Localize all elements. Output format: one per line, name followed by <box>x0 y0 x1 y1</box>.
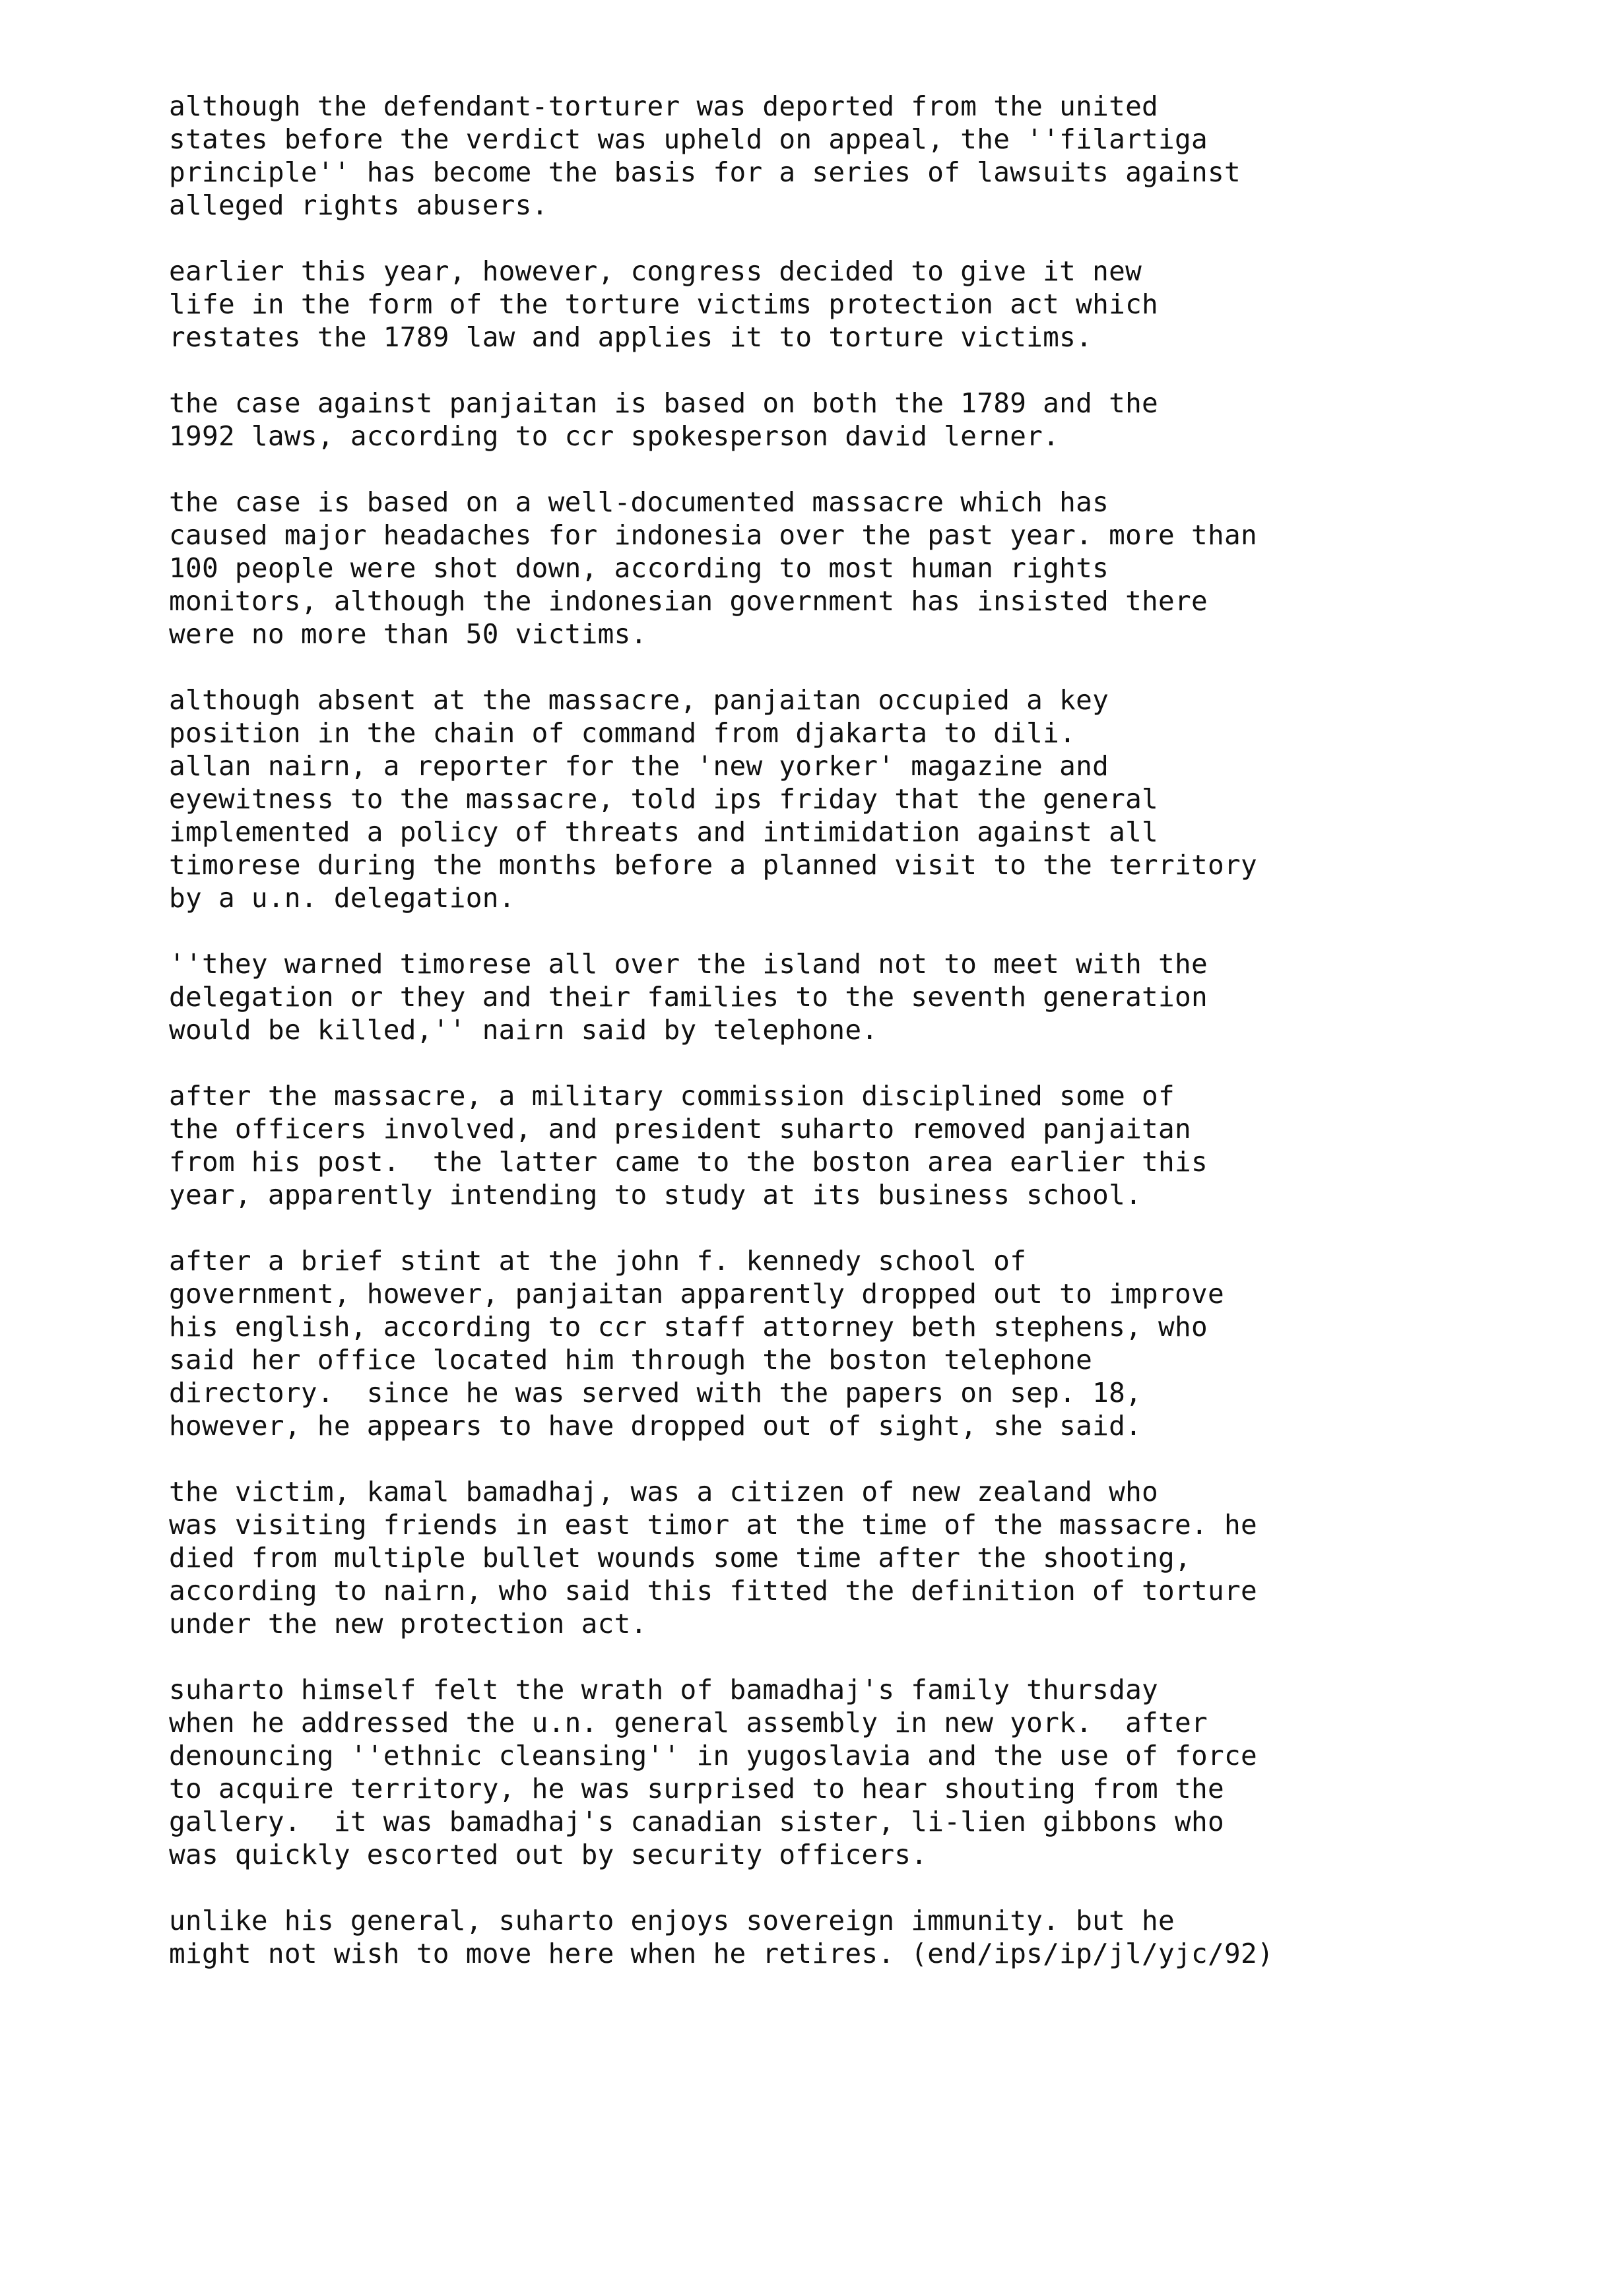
text-line: although the defendant-torturer was deported from the united <box>169 90 1159 122</box>
text-line: the victim, kamal bamadhaj, was a citizen of new zealand who <box>169 1476 1159 1508</box>
paragraph <box>169 1079 1568 1211</box>
text-line: directory. since he was served with the papers on sep. 18, <box>169 1377 1142 1409</box>
paragraph <box>169 387 1568 453</box>
paragraph <box>169 486 1568 651</box>
article-body <box>169 90 1568 2003</box>
text-line: year, apparently intending to study at its business school. <box>169 1179 1142 1211</box>
text-line: caused major headaches for indonesia over the past year. more than <box>169 519 1257 551</box>
text-line: suharto himself felt the wrath of bamadhaj's family thursday <box>169 1674 1159 1706</box>
text-line: the case against panjaitan is based on both the 1789 and the <box>169 387 1159 419</box>
text-line: the case is based on a well-documented massacre which has <box>169 486 1109 518</box>
text-line: however, he appears to have dropped out of sight, she said. <box>169 1410 1142 1442</box>
text-line: under the new protection act. <box>169 1608 647 1640</box>
text-line: ''they warned timorese all over the island not to meet with the <box>169 948 1208 980</box>
paragraph <box>169 1475 1568 1640</box>
text-line: by a u.n. delegation. <box>169 882 515 914</box>
paragraph <box>169 684 1568 914</box>
text-line: the officers involved, and president suharto removed panjaitan <box>169 1113 1192 1145</box>
text-line: would be killed,'' nairn said by telephone. <box>169 1014 878 1046</box>
text-line: 1992 laws, according to ccr spokesperson david lerner. <box>169 420 1060 452</box>
text-line: position in the chain of command from djakarta to dili. <box>169 717 1076 749</box>
text-line: states before the verdict was upheld on appeal, the ''filartiga <box>169 123 1208 155</box>
text-line: earlier this year, however, congress decided to give it new <box>169 255 1142 287</box>
text-line: after the massacre, a military commission disciplined some of <box>169 1080 1175 1112</box>
text-line: restates the 1789 law and applies it to torture victims. <box>169 321 1093 353</box>
text-line: died from multiple bullet wounds some time after the shooting, <box>169 1542 1192 1574</box>
text-line: eyewitness to the massacre, told ips friday that the general <box>169 783 1159 815</box>
text-line: according to nairn, who said this fitted the definition of torture <box>169 1575 1257 1607</box>
text-line: 100 people were shot down, according to most human rights <box>169 552 1109 584</box>
text-line: life in the form of the torture victims protection act which <box>169 288 1159 320</box>
text-line: said her office located him through the boston telephone <box>169 1344 1093 1376</box>
paragraph <box>169 1904 1568 1970</box>
text-line: timorese during the months before a planned visit to the territory <box>169 849 1257 881</box>
paragraph <box>169 255 1568 354</box>
text-line: when he addressed the u.n. general assembly in new york. after <box>169 1707 1208 1738</box>
text-line: were no more than 50 victims. <box>169 618 647 650</box>
text-line: to acquire territory, he was surprised to hear shouting from the <box>169 1773 1224 1804</box>
text-line: government, however, panjaitan apparently dropped out to improve <box>169 1278 1224 1310</box>
text-line: allan nairn, a reporter for the 'new yorker' magazine and <box>169 750 1109 782</box>
text-line: after a brief stint at the john f. kennedy school of <box>169 1245 1027 1277</box>
text-line: principle'' has become the basis for a series of lawsuits against <box>169 156 1241 188</box>
paragraph <box>169 1244 1568 1442</box>
paragraph <box>169 947 1568 1046</box>
text-line: gallery. it was bamadhaj's canadian sister, li-lien gibbons who <box>169 1806 1224 1837</box>
text-line: might not wish to move here when he retires. (end/ips/ip/jl/yjc/92) <box>169 1938 1274 1969</box>
text-line: from his post. the latter came to the boston area earlier this <box>169 1146 1208 1178</box>
text-line: his english, according to ccr staff attorney beth stephens, who <box>169 1311 1208 1343</box>
text-line: delegation or they and their families to the seventh generation <box>169 981 1208 1013</box>
text-line: although absent at the massacre, panjaitan occupied a key <box>169 684 1109 716</box>
text-line: unlike his general, suharto enjoys sovereign immunity. but he <box>169 1905 1175 1936</box>
text-line: denouncing ''ethnic cleansing'' in yugoslavia and the use of force <box>169 1740 1257 1771</box>
text-line: monitors, although the indonesian government has insisted there <box>169 585 1208 617</box>
text-line: was quickly escorted out by security officers. <box>169 1839 928 1870</box>
paragraph <box>169 90 1568 222</box>
text-line: implemented a policy of threats and intimidation against all <box>169 816 1159 848</box>
text-line: was visiting friends in east timor at the time of the massacre. he <box>169 1509 1257 1541</box>
text-line: alleged rights abusers. <box>169 189 548 221</box>
paragraph <box>169 1673 1568 1871</box>
